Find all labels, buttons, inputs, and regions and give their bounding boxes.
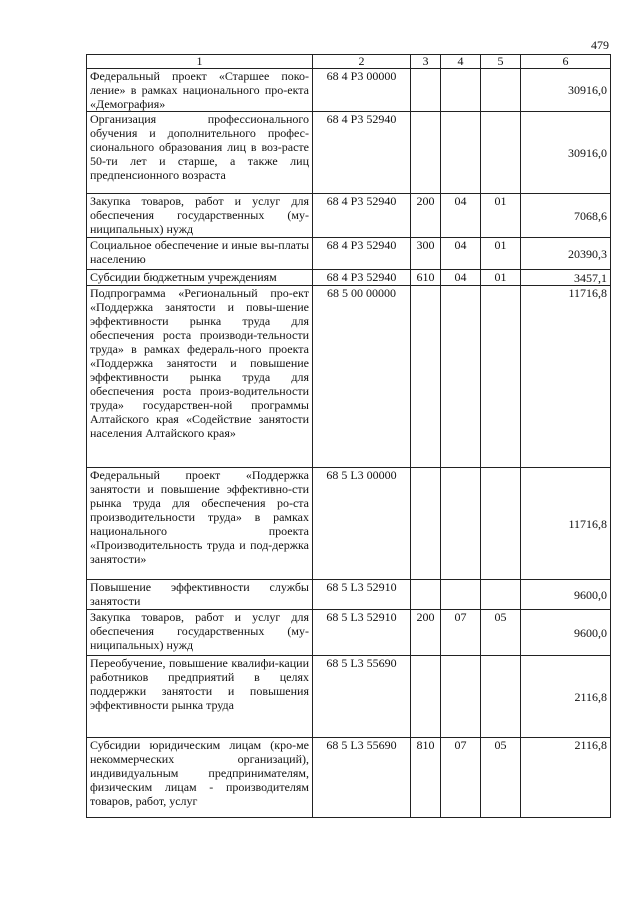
row-col5 xyxy=(481,580,521,610)
table-row xyxy=(87,580,611,610)
row-col3 xyxy=(411,580,441,610)
header-cell: 2 xyxy=(313,55,411,69)
row-col3: 200 xyxy=(411,194,441,238)
row-col4 xyxy=(441,580,481,610)
row-col5 xyxy=(481,656,521,738)
row-amount: 2116,8 xyxy=(521,656,611,738)
header-cell: 4 xyxy=(441,55,481,69)
row-col4: 07 xyxy=(441,738,481,818)
row-code: 68 4 Р3 52940 xyxy=(313,270,411,286)
header-cell: 3 xyxy=(411,55,441,69)
row-col4: 07 xyxy=(441,610,481,656)
row-col4 xyxy=(441,69,481,112)
row-amount: 11716,8 xyxy=(521,468,611,580)
budget-table xyxy=(86,54,611,818)
table-row xyxy=(87,194,611,238)
row-name: Закупка товаров, работ и услуг для обеспечения государственных (му-ниципальных) нужд xyxy=(87,194,313,238)
table-row xyxy=(87,468,611,580)
table-row xyxy=(87,738,611,818)
row-code: 68 4 Р3 00000 xyxy=(313,69,411,112)
table-row xyxy=(87,238,611,270)
table-row xyxy=(87,610,611,656)
row-col5: 01 xyxy=(481,238,521,270)
row-name: Субсидии юридическим лицам (кро-ме некоммерческих организаций), индивидуальным предпринимателям, физическим лицам - производителям товаров, работ, услуг xyxy=(87,738,313,818)
row-col5: 05 xyxy=(481,738,521,818)
table-row xyxy=(87,270,611,286)
row-col3: 610 xyxy=(411,270,441,286)
row-name: Федеральный проект «Старшее поко-ление» в рамках национального про-екта «Демография» xyxy=(87,69,313,112)
row-code: 68 4 Р3 52940 xyxy=(313,112,411,194)
row-amount: 7068,6 xyxy=(521,194,611,238)
table-row xyxy=(87,69,611,112)
row-name: Повышение эффективности службы занятости xyxy=(87,580,313,610)
row-name: Социальное обеспечение и иные вы-платы населению xyxy=(87,238,313,270)
row-col5: 01 xyxy=(481,194,521,238)
header-cell: 6 xyxy=(521,55,611,69)
row-name: Закупка товаров, работ и услуг для обеспечения государственных (му-ниципальных) нужд xyxy=(87,610,313,656)
row-col5 xyxy=(481,286,521,468)
row-col5: 01 xyxy=(481,270,521,286)
row-col5 xyxy=(481,69,521,112)
row-code: 68 5 L3 55690 xyxy=(313,738,411,818)
table-row xyxy=(87,286,611,468)
row-amount: 20390,3 xyxy=(521,238,611,270)
table-header-row xyxy=(87,55,611,69)
row-col4 xyxy=(441,468,481,580)
row-name: Переобучение, повышение квалифи-кации работников предприятий в целях поддержки занятости и повышения эффективности рынка труда xyxy=(87,656,313,738)
table-row xyxy=(87,112,611,194)
row-code: 68 5 L3 55690 xyxy=(313,656,411,738)
row-col3: 810 xyxy=(411,738,441,818)
row-amount: 9600,0 xyxy=(521,580,611,610)
row-amount: 30916,0 xyxy=(521,112,611,194)
row-name: Организация профессионального обучения и дополнительного профес-сионального образования лиц в воз-расте 50-ти лет и старше, а также лиц предпенсионного возраста xyxy=(87,112,313,194)
row-code: 68 5 L3 52910 xyxy=(313,580,411,610)
row-code: 68 5 00 00000 xyxy=(313,286,411,468)
row-amount: 30916,0 xyxy=(521,69,611,112)
row-col3 xyxy=(411,112,441,194)
row-col3 xyxy=(411,656,441,738)
row-col4 xyxy=(441,656,481,738)
row-name: Субсидии бюджетным учреждениям xyxy=(87,270,313,286)
row-name: Федеральный проект «Поддержка занятости и повышение эффективно-сти рынка труда для обеспечения ро-ста производительности труда» в рамках национального проекта «Производительность труда и под-держка занятости» xyxy=(87,468,313,580)
row-amount: 3457,1 xyxy=(521,270,611,286)
row-col5 xyxy=(481,112,521,194)
row-col4: 04 xyxy=(441,194,481,238)
row-name: Подпрограмма «Региональный про-ект «Поддержка занятости и повы-шение эффективности рынка труда для обеспечения роста производи-тельности труда» в рамках федераль-ного проекта «Поддержка занятости и повышение эффективности рынка труда для обеспечения роста произ-водительности труда» государствен-ной программы Алтайского края «Содействие занятости населения Алтайского края» xyxy=(87,286,313,468)
row-amount: 11716,8 xyxy=(521,286,611,468)
row-code: 68 5 L3 00000 xyxy=(313,468,411,580)
row-col5: 05 xyxy=(481,610,521,656)
row-col4: 04 xyxy=(441,270,481,286)
row-code: 68 4 Р3 52940 xyxy=(313,194,411,238)
row-amount: 9600,0 xyxy=(521,610,611,656)
row-col3 xyxy=(411,286,441,468)
row-col4 xyxy=(441,286,481,468)
row-col5 xyxy=(481,468,521,580)
table-row xyxy=(87,656,611,738)
row-col3: 200 xyxy=(411,610,441,656)
row-col3 xyxy=(411,468,441,580)
row-col4: 04 xyxy=(441,238,481,270)
row-amount: 2116,8 xyxy=(521,738,611,818)
header-cell: 1 xyxy=(87,55,313,69)
page-number: 479 xyxy=(591,38,609,52)
row-col3: 300 xyxy=(411,238,441,270)
row-code: 68 5 L3 52910 xyxy=(313,610,411,656)
header-cell: 5 xyxy=(481,55,521,69)
row-col3 xyxy=(411,69,441,112)
row-code: 68 4 Р3 52940 xyxy=(313,238,411,270)
row-col4 xyxy=(441,112,481,194)
